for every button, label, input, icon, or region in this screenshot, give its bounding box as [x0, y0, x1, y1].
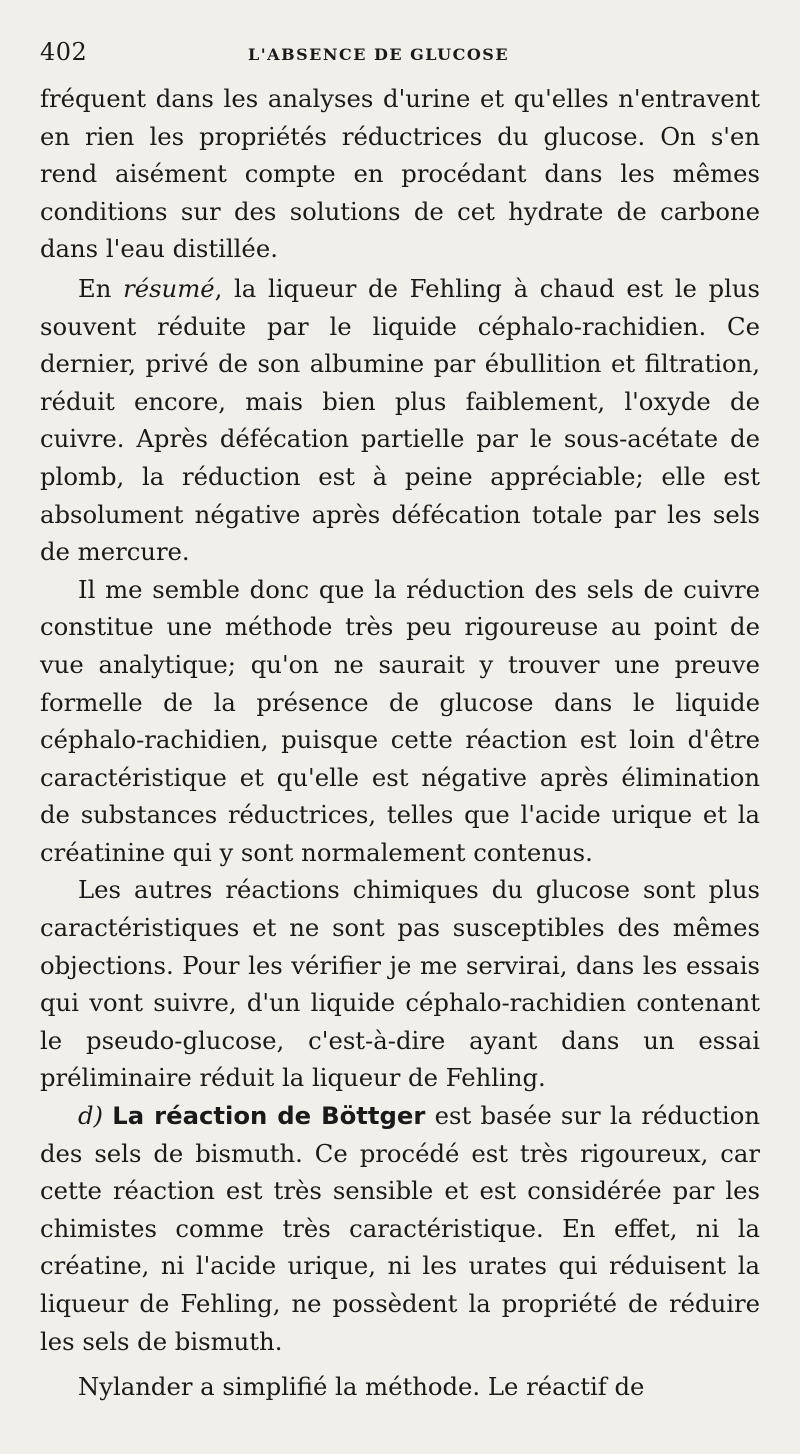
running-head: L'ABSENCE DE GLUCOSE — [248, 45, 510, 64]
paragraph-6-text: Nylander a simplifié la méthode. Le réactif de — [78, 1372, 645, 1402]
paragraph-5-text: est basée sur la réduction des sels de bismuth. Ce procédé est très rigoureux, car cette réaction est très sensible et est considérée par les chimistes comme très caractéristique. En effet, ni la créatine, ni l'acide urique, ni les urates qui réduisent la liqueur de Fehling, ne possèdent la propriété de réduire les sels de bismuth. — [40, 1101, 760, 1356]
body-text — [40, 80, 760, 1406]
paragraph-6 — [40, 1368, 760, 1406]
paragraph-5-heading: La réaction de Böttger — [112, 1101, 426, 1131]
page-number: 402 — [40, 38, 88, 66]
paragraph-4-text: Les autres réactions chimiques du glucose sont plus caractéristiques et ne sont pas susceptibles des mêmes objections. Pour les vérifier je me servirai, dans les essais qui vont suivre, d'un liquide céphalo-rachidien contenant le pseudo-glucose, c'est-à-dire ayant dans un essai préliminaire réduit la liqueur de Fehling. — [40, 875, 760, 1093]
paragraph-3 — [40, 571, 760, 872]
paragraph-2-text: , la liqueur de Fehling à chaud est le plus souvent réduite par le liquide céphalo-rachidien. Ce dernier, privé de son albumine par ébullition et filtration, réduit encore, mais bien plus faiblement, l'oxyde de cuivre. Après défécation partielle par le sous-acétate de plomb, la réduction est à peine appréciable; elle est absolument négative après défécation totale par les sels de mercure. — [40, 273, 760, 567]
paragraph-5-label: d) — [78, 1101, 104, 1131]
paragraph-1 — [40, 80, 760, 268]
page-header — [40, 38, 760, 74]
paragraph-4 — [40, 871, 760, 1097]
paragraph-1-text: fréquent dans les analyses d'urine et qu'elles n'entravent en rien les propriétés réductrices du glucose. On s'en rend aisément compte en procédant dans les mêmes conditions sur des solutions de cet hydrate de carbone dans l'eau distillée. — [40, 84, 760, 264]
paragraph-2 — [40, 270, 760, 571]
paragraph-2-lead: En — [78, 273, 124, 303]
paragraph-2-italic: résumé — [123, 273, 215, 303]
paragraph-3-text: Il me semble donc que la réduction des sels de cuivre constitue une méthode très peu rigoureuse au point de vue analytique; qu'on ne saurait y trouver une preuve formelle de la présence de glucose dans le liquide céphalo-rachidien, puisque cette réaction est loin d'être caractéristique et qu'elle est négative après élimination de substances réductrices, telles que l'acide urique et la créatinine qui y sont normalement contenus. — [40, 574, 760, 867]
paragraph-5 — [40, 1097, 760, 1360]
